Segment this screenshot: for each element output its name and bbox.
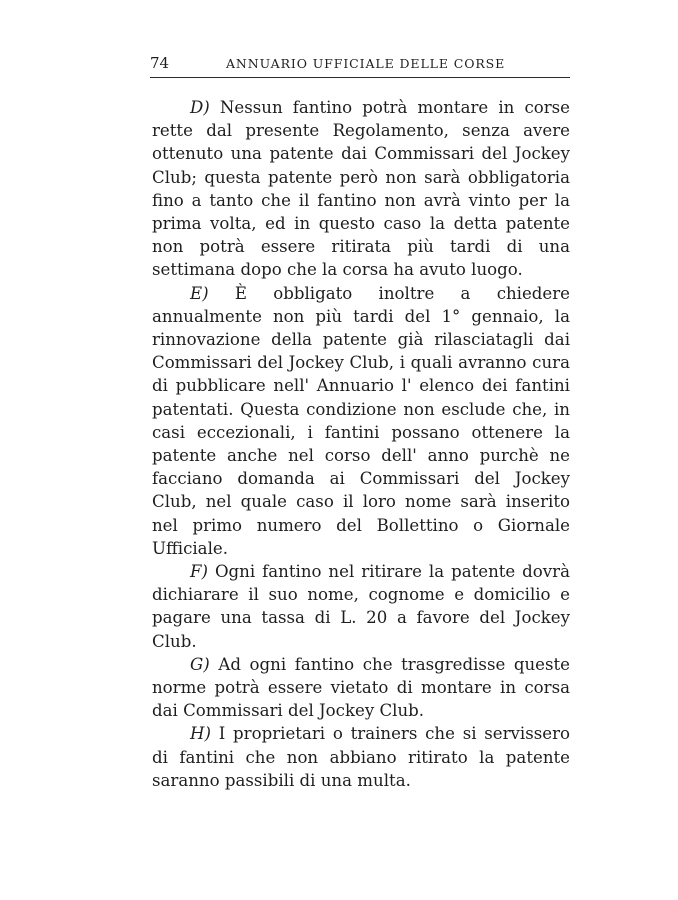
paragraph-g	[152, 653, 570, 723]
paragraph-text: È obbligato inoltre a chiedere annualmente non più tardi del 1° gennaio, la rinnovazione della patente già rilasciatagli dai Commissari del Jockey Club, i quali avranno cura di pubblicare nell' Annuario l' elenco dei fantini patentati. Questa condizione non esclude che, in casi eccezionali, i fantini possano ottenere la patente anche nel corso dell' anno purchè ne facciano domanda ai Commissari del Jockey Club, nel quale caso il loro nome sarà inserito nel primo numero del Bollettino o Giornale Ufficiale.	[152, 283, 570, 558]
paragraph-letter: G)	[190, 654, 210, 674]
running-title: ANNUARIO UFFICIALE DELLE CORSE	[226, 56, 506, 71]
paragraph-f	[152, 560, 570, 653]
paragraph-letter: E)	[190, 283, 209, 303]
paragraph-letter: F)	[190, 562, 208, 582]
paragraph-letter: H)	[190, 724, 211, 744]
paragraph-text: Nessun fantino potrà montare in corse rette dal presente Regolamento, senza avere ottenuto una patente dai Commissari del Jockey Club; questa patente però non sarà obbligatoria fino a tanto che il fantino non avrà vinto per la prima volta, ed in questo caso la detta patente non potrà essere ritirata più tardi di una settimana dopo che la corsa ha avuto luogo.	[152, 98, 570, 280]
paragraph-d	[152, 96, 570, 282]
page-header	[150, 54, 570, 74]
header-rule	[150, 77, 570, 78]
paragraph-text: Ad ogni fantino che trasgredisse queste norme potrà essere vietato di montare in corsa dai Commissari del Jockey Club.	[152, 654, 571, 721]
page-number: 74	[150, 54, 170, 72]
body-text	[152, 96, 570, 792]
paragraph-e	[152, 282, 570, 560]
paragraph-text: I proprietari o trainers che si servissero di fantini che non abbiano ritirato la patente saranno passibili di una multa.	[152, 724, 571, 790]
paragraph-h	[152, 722, 570, 792]
paragraph-text: Ogni fantino nel ritirare la patente dovrà dichiarare il suo nome, cognome e domicilio e pagare una tassa di L. 20 a favore del Jockey Club.	[152, 562, 570, 651]
paragraph-letter: D)	[190, 98, 210, 117]
